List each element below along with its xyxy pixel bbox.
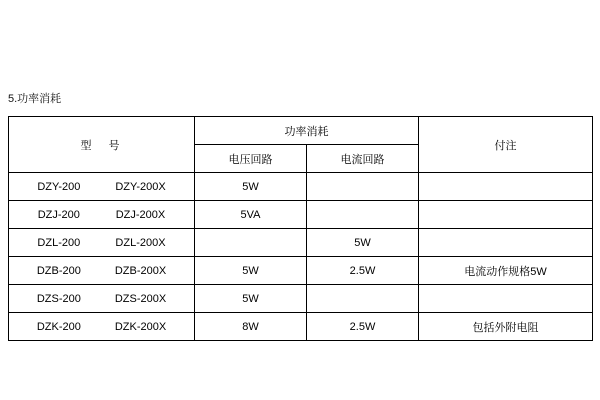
cell-current: 2.5W	[307, 313, 419, 341]
power-consumption-table-wrapper	[8, 116, 592, 341]
cell-model	[9, 313, 195, 341]
model-code-primary: DZS-200	[36, 292, 81, 305]
table-header-row-1	[9, 117, 593, 145]
cell-voltage	[195, 229, 307, 257]
cell-voltage: 5VA	[195, 201, 307, 229]
cell-voltage: 5W	[195, 173, 307, 201]
header-current-circuit: 电流回路	[307, 145, 419, 173]
cell-note	[419, 285, 593, 313]
model-code-secondary: DZJ-200X	[115, 208, 166, 221]
cell-model	[9, 257, 195, 285]
cell-voltage: 8W	[195, 313, 307, 341]
model-code-primary: DZL-200	[37, 236, 81, 249]
table-row	[9, 313, 593, 341]
table-row	[9, 257, 593, 285]
cell-current	[307, 173, 419, 201]
cell-current: 5W	[307, 229, 419, 257]
cell-current: 2.5W	[307, 257, 419, 285]
cell-note	[419, 173, 593, 201]
header-power-consumption: 功率消耗	[195, 117, 419, 145]
cell-model	[9, 285, 195, 313]
power-consumption-table	[8, 116, 593, 341]
model-code-secondary: DZS-200X	[114, 292, 167, 305]
table-row	[9, 229, 593, 257]
header-note: 付注	[419, 117, 593, 173]
cell-voltage: 5W	[195, 285, 307, 313]
cell-model	[9, 201, 195, 229]
header-model: 型 号	[9, 117, 195, 173]
model-code-primary: DZJ-200	[37, 208, 80, 221]
model-code-secondary: DZY-200X	[115, 180, 166, 193]
model-code-secondary: DZL-200X	[115, 236, 166, 249]
table-row	[9, 201, 593, 229]
cell-voltage: 5W	[195, 257, 307, 285]
table-row	[9, 173, 593, 201]
cell-model	[9, 229, 195, 257]
cell-note	[419, 201, 593, 229]
cell-model	[9, 173, 195, 201]
table-row	[9, 285, 593, 313]
cell-current	[307, 285, 419, 313]
cell-note: 电流动作规格5W	[419, 257, 593, 285]
model-code-primary: DZB-200	[36, 264, 81, 277]
header-voltage-circuit: 电压回路	[195, 145, 307, 173]
model-code-secondary: DZK-200X	[114, 320, 167, 333]
model-code-primary: DZK-200	[36, 320, 81, 333]
section-heading: 5.功率消耗	[8, 93, 62, 105]
model-code-secondary: DZB-200X	[114, 264, 167, 277]
cell-current	[307, 201, 419, 229]
cell-note	[419, 229, 593, 257]
cell-note: 包括外附电阻	[419, 313, 593, 341]
model-code-primary: DZY-200	[37, 180, 81, 193]
